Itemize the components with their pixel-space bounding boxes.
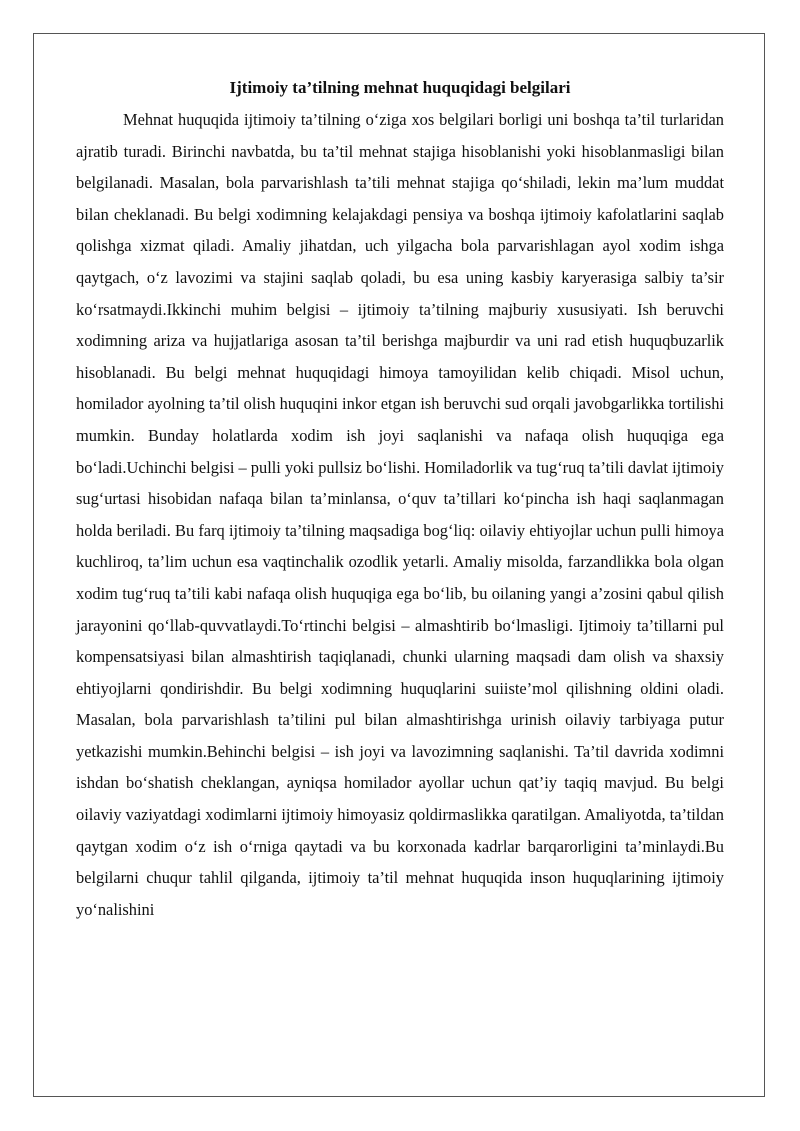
document-title: Ijtimoiy ta’tilning mehnat huquqidagi belgilari — [229, 78, 571, 97]
body-paragraph: Mehnat huquqida ijtimoiy ta’tilning o‘ziga xos belgilari borligi uni boshqa ta’til turlaridan ajratib turadi. Birinchi navbatda, bu ta’til mehnat stajiga hisoblanishi yoki hisoblanmasligi bilan belgilanadi. Masalan, bola parvarishlash ta’tili mehnat stajiga qo‘shiladi, lekin ma’lum muddat bilan cheklanadi. Bu belgi xodimning kelajakdagi pensiya va boshqa ijtimoiy kafolatlarini saqlab qolishga xizmat qiladi. Amaliy jihatdan, uch yilgacha bola parvarishlagan ayol xodim ishga qaytgach, o‘z lavozimi va stajini saqlab qoladi, bu esa uning kasbiy karyerasiga salbiy ta’sir ko‘rsatmaydi.Ikkinchi muhim belgisi – ijtimoiy ta’tilning majburiy xususiyati. Ish beruvchi xodimning ariza va hujjatlariga asosan ta’til berishga majburdir va uni rad etish huquqbuzarlik hisoblanadi. Bu belgi mehnat huquqidagi himoya tamoyilidan kelib chiqadi. Misol uchun, homilador ayolning ta’til olish huquqini inkor etgan ish beruvchi sud orqali javobgarlikka tortilishi mumkin. Bunday holatlarda xodim ish joyi saqlanishi va nafaqa olish huquqiga ega bo‘ladi.Uchinchi belgisi – pulli yoki pullsiz bo‘lishi. Homiladorlik va tug‘ruq ta’tili davlat ijtimoiy sug‘urtasi hisobidan nafaqa bilan ta’minlansa, o‘quv ta’tillari ko‘pincha ish haqi saqlanmagan holda beriladi. Bu farq ijtimoiy ta’tilning maqsadiga bog‘liq: oilaviy ehtiyojlar uchun pulli himoya kuchliroq, ta’lim uchun esa vaqtinchalik ozodlik yetarli. Amaliy misolda, farzandlikka bola olgan xodim tug‘ruq ta’tili kabi nafaqa olish huquqiga ega bo‘lib, bu oilaning yangi a’zosini qabul qilish jarayonini qo‘llab-quvvatlaydi.To‘rtinchi belgisi – almashtirib bo‘lmasligi. Ijtimoiy ta’tillarni pul kompensatsiyasi bilan almashtirish taqiqlanadi, chunki ularning maqsadi dam olish va shaxsiy ehtiyojlarni qondirishdir. Bu belgi xodimning huquqlarini suiiste’mol qilishning oldini oladi. Masalan, bola parvarishlash ta’tilini pul bilan almashtirishga urinish oilaviy tarbiyaga putur yetkazishi mumkin.Behinchi belgisi – ish joyi va lavozimning saqlanishi. Ta’til davrida xodimni ishdan bo‘shatish cheklangan, ayniqsa homilador ayollar uchun qat’iy taqiq mavjud. Bu belgi oilaviy vaziyatdagi xodimlarni ijtimoiy himoyasiz qoldirmaslikka qaratilgan. Amaliyotda, ta’tildan qaytgan xodim o‘z ish o‘rniga qaytadi va bu korxonada kadrlar barqarorligini ta’minlaydi.Bu belgilarni chuqur tahlil qilganda, ijtimoiy ta’til mehnat huquqida inson huquqlarining ijtimoiy yo‘nalishini — [76, 110, 724, 919]
document-content — [76, 76, 724, 925]
